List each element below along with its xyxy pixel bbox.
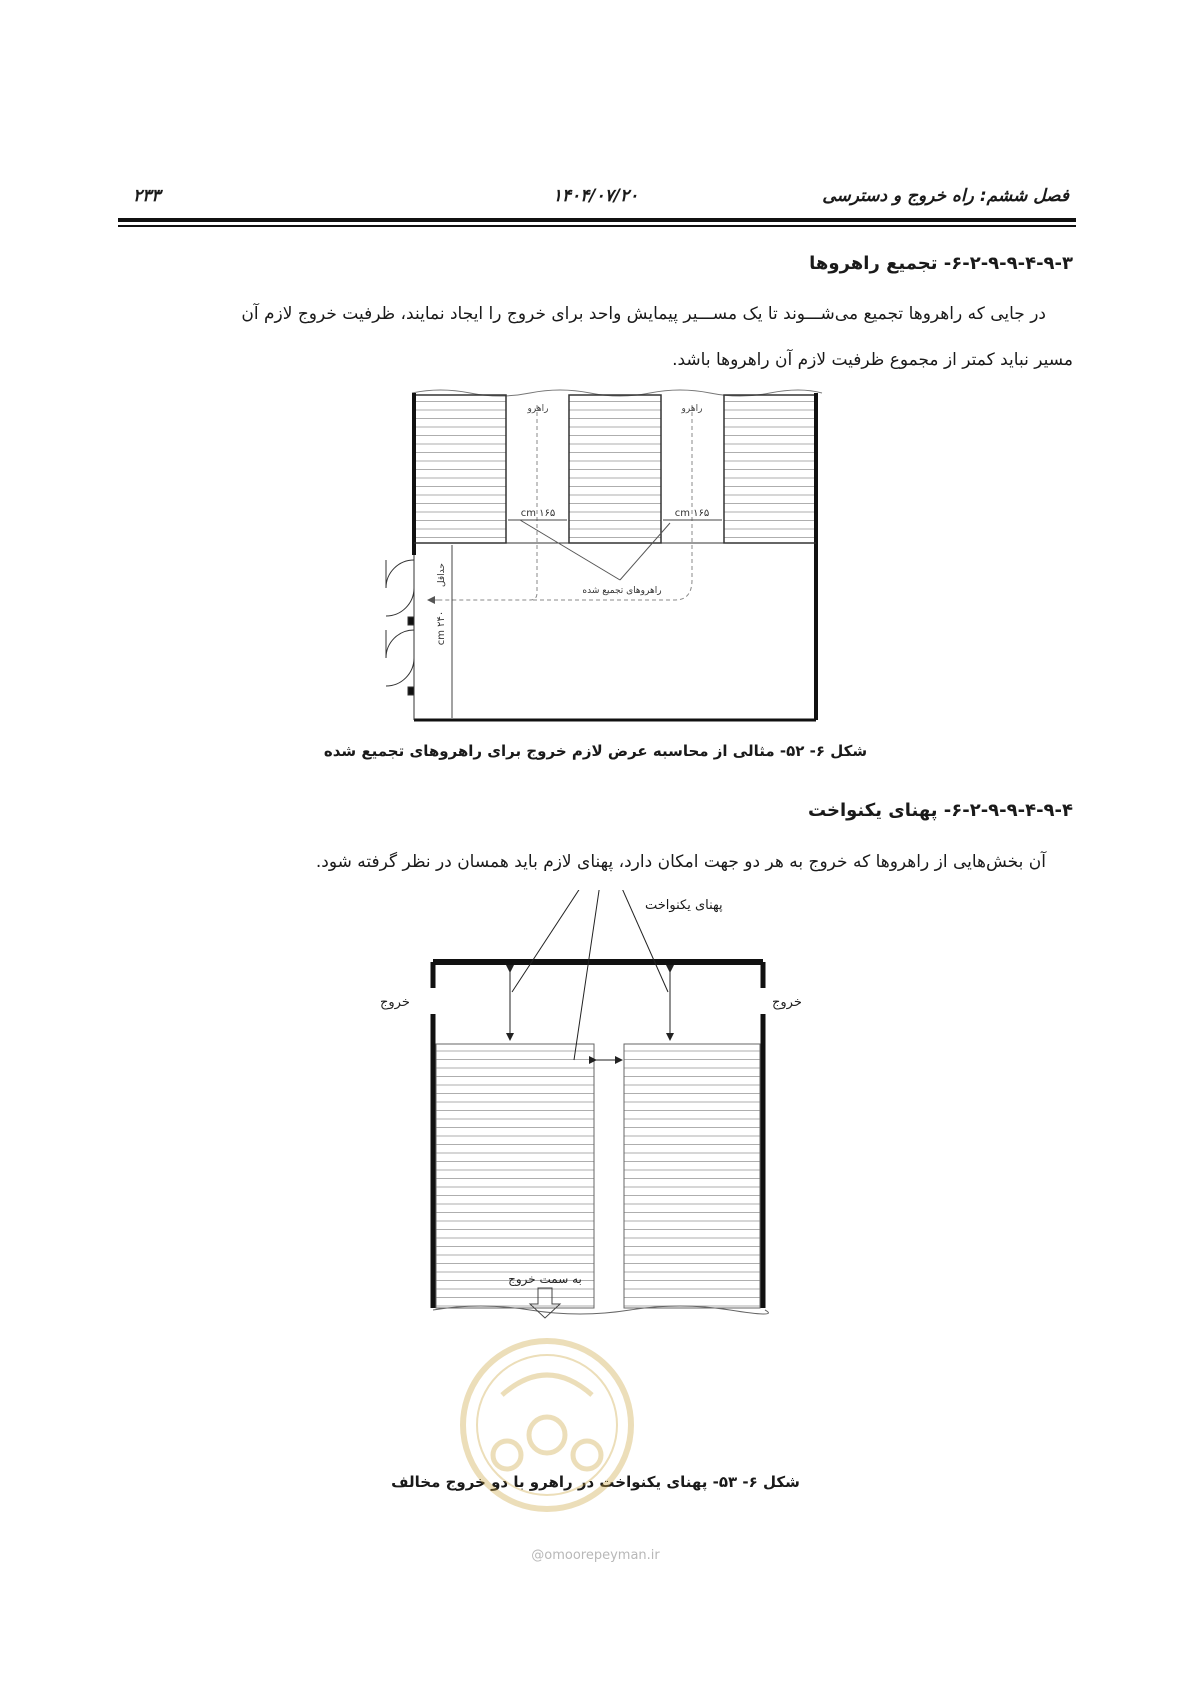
toward-exit-label: به سمت خروج: [508, 1272, 582, 1286]
paragraph-convergence-line2: مسیر نباید کمتر از مجموع ظرفیت لازم آن راهروها باشد.: [672, 350, 1073, 370]
aisle-width-label-2: cm ۱۶۵: [674, 508, 710, 519]
figure-52-caption: شکل ۶- ۵۲- مثالی از محاسبه عرض لازم خروج برای راهروهای تجمیع شده: [323, 742, 868, 760]
seating-block-left: [436, 1044, 594, 1308]
converged-aisles-label: راهروهای تجمیع شده: [582, 586, 662, 596]
min-width-value: cm ۲۴۰: [436, 610, 447, 646]
header-rule-thin: [118, 225, 1076, 227]
section-heading-aisle-convergence: ۶-۲-۹-۹-۴-۹-۳- تجمیع راهروها: [809, 253, 1073, 274]
seating-block-2: [569, 395, 661, 543]
figure-52-converged-aisles-diagram: [370, 385, 830, 725]
section-heading-uniform-width: ۶-۲-۹-۹-۴-۹-۴- پهنای یکنواخت: [807, 800, 1073, 821]
aisle-width-label-1: cm ۱۶۵: [520, 508, 556, 519]
header-date: ۱۴۰۴/۰۷/۲۰: [552, 186, 639, 206]
chapter-title: فصل ششم: راه خروج و دسترسی: [822, 186, 1069, 206]
paragraph-uniform-width: آن بخش‌هایی از راهروها که خروج به هر دو جهت امکان دارد، پهنای لازم باید همسان در نظر گرفته شود.: [315, 852, 1046, 872]
exit-label-left: خروج: [380, 995, 410, 1010]
watermark-site: @omoorepeyman.ir: [531, 1548, 660, 1563]
paragraph-convergence-line1: در جایی که راهروها تجمیع می‌شـــوند تا یک مســـیر پیمایش واحد برای خروج را ایجاد نمایند، ظرفیت خروج لازم آن: [241, 304, 1046, 324]
publisher-watermark-logo: [452, 1325, 642, 1535]
uniform-width-label: پهنای یکنواخت: [645, 898, 723, 913]
aisle-label-1: راهرو: [527, 404, 549, 414]
seating-block-1: [414, 395, 506, 543]
exit-label-right: خروج: [772, 995, 802, 1010]
header-rule-thick: [118, 218, 1076, 222]
exit-doors: [386, 560, 414, 695]
page-number: ۲۳۳: [133, 186, 161, 206]
min-width-label: حداقل: [437, 563, 447, 587]
aisle-label-2: راهرو: [681, 404, 703, 414]
figure-53-uniform-width-diagram: [370, 890, 830, 1320]
seating-block-right: [624, 1044, 760, 1308]
seating-block-3: [724, 395, 816, 543]
figure-53-caption: شکل ۶- ۵۳- پهنای یکنواخت در راهرو با دو خروج مخالف: [391, 1473, 800, 1491]
